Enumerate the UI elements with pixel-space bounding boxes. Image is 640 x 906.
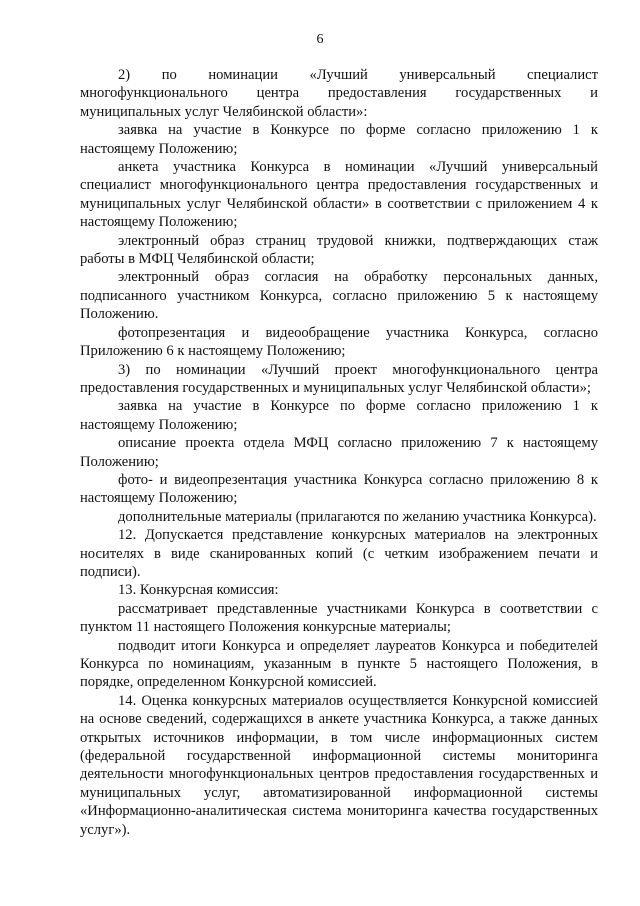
paragraph-personal-data-consent: электронный образ согласия на обработку персональных данных, подписанного участником Конкурса, согласно приложению 5 к настоящему Положению. — [80, 269, 598, 323]
document-body — [80, 66, 598, 839]
paragraph-application-form-2: заявка на участие в Конкурсе по форме согласно приложению 1 к настоящему Положению; — [80, 398, 598, 433]
paragraph-photo-video-address: фотопрезентация и видеообращение участника Конкурса, согласно Приложению 6 к настоящему Положению; — [80, 324, 598, 360]
paragraph-application-form: заявка на участие в Конкурсе по форме согласно приложению 1 к настоящему Положению; — [80, 122, 598, 157]
paragraph-additional-materials: дополнительные материалы (прилагаются по желанию участника Конкурса). — [118, 508, 597, 525]
paragraph-nomination-3: 3) по номинации «Лучший проект многофункционального центра предоставления государственных и муниципальных услуг Челябинской области»; — [80, 361, 598, 396]
paragraph-nomination-2: 2) по номинации «Лучший универсальный специалист многофункционального центра предоставления государственных и муниципальных услуг Челябинской области»: — [80, 67, 598, 120]
paragraph-photo-video-presentation: фото- и видеопрезентация участника Конкурса согласно приложению 8 к настоящему Положению; — [80, 471, 598, 507]
paragraph-clause-14: 14. Оценка конкурсных материалов осуществляется Конкурсной комиссией на основе сведений, содержащихся в анкете участника Конкурса, а также данных открытых источников информации, в том числе информационных систем (федеральной государственной информационной системы мониторинга деятельности многофункциональных центров предоставления государственных и муниципальных услуг, автоматизированной информационной системы «Информационно-аналитическая система мониторинга качества государственных услуг»). — [80, 692, 598, 838]
paragraph-employment-record: электронный образ страниц трудовой книжки, подтверждающих стаж работы в МФЦ Челябинской области; — [80, 232, 598, 268]
paragraph-clause-12: 12. Допускается представление конкурсных материалов на электронных носителях в виде сканированных копий (с четким изображением печати и подписи). — [80, 527, 598, 580]
paragraph-commission-summarizes: подводит итоги Конкурса и определяет лауреатов Конкурса и победителей Конкурса по номинациям, указанным в пункте 5 настоящего Положения, в порядке, определенном Конкурсной комиссией. — [80, 637, 598, 691]
page-number: 6 — [316, 32, 324, 47]
paragraph-clause-13: 13. Конкурсная комиссия: — [118, 582, 279, 599]
paragraph-project-description: описание проекта отдела МФЦ согласно приложению 7 к настоящему Положению; — [80, 435, 598, 470]
paragraph-participant-questionnaire: анкета участника Конкурса в номинации «Лучший универсальный специалист многофункционального центра предоставления государственных и муниципальных услуг Челябинской области» в соответствии с приложением 4 к настоящему Положению; — [80, 159, 598, 231]
paragraph-commission-reviews: рассматривает представленные участниками Конкурса в соответствии с пунктом 11 настоящего Положения конкурсные материалы; — [80, 600, 598, 636]
